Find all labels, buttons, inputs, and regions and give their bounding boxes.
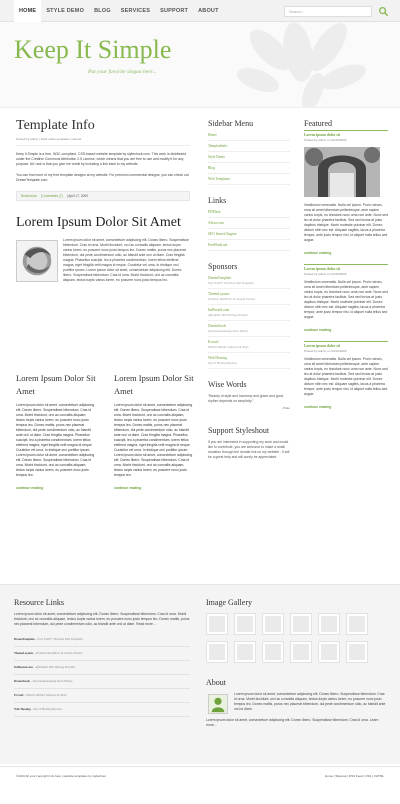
about-body [206,692,386,712]
sponsor-name[interactable]: Web Hosting [208,355,227,360]
link-item[interactable]: PDFlash [208,207,290,218]
page-footer [0,766,400,784]
copyright-text: ©2010 All your copyright info here | website templates by styleshout [16,774,106,778]
post-footer-bar: Read more | Comments (7) | April 17, 2009 [16,191,190,201]
gallery-about-section [206,597,386,728]
gallery-thumbnail[interactable] [290,613,312,635]
continue-reading-link[interactable]: continue reading [304,328,332,332]
featured-item-meta: Posted by admin on 04/10/2009 [304,272,347,276]
comments-link[interactable]: Comments (7) [42,194,63,198]
sponsor-name[interactable]: DreamTemplate [208,275,232,280]
resource-item[interactable] [14,647,190,661]
gallery-thumbnail[interactable] [262,641,284,663]
sidebar-item-home[interactable]: Home [208,130,290,141]
link-item[interactable]: SEO Search Engine [208,229,290,240]
sponsor-desc: Affordable Web Hosting Provider [208,312,249,317]
post-date: April 17, 2009 [68,194,88,198]
article-body [16,238,190,283]
sponsor-item[interactable] [208,273,290,289]
resource-name[interactable]: Web Hosting [14,707,31,711]
gallery-thumbnail[interactable] [234,641,256,663]
avatar-icon [208,694,228,714]
sponsor-desc: Download Amazing Stock Photos [208,328,249,333]
gallery-thumbnail[interactable] [234,613,256,635]
resource-desc: - Over 6,000+ Premium Web Templates [35,637,83,641]
sponsor-desc: Top 10 Hosting Reviews [208,360,237,365]
gallery-thumbnail[interactable] [318,641,340,663]
main-content [16,118,190,285]
gallery-thumbnail[interactable] [346,641,368,663]
featured-item-meta: Posted by admin on 04/10/2009 [304,349,347,353]
sidebar-menu-title: Sidebar Menu [208,119,254,128]
about-title: About [206,678,226,687]
featured-item [304,264,388,333]
continue-reading-link[interactable]: continue reading [304,405,332,409]
post-paragraph: You can find more of my free template designs at my website. For premium commercial designs, you can check out DreamTemplate.com. [16,173,189,182]
sponsor-item[interactable] [208,289,290,305]
links-list [208,207,290,251]
featured-item-text: Vestibulum venenatis. Nulla vel ipsum. Proin rutrum, urna sit amet bibendum pellentesque, ante sapien varius turpis, eu tincidunt nunc urna non ante. Nunc sed leo at dolor pharetra facilisis. Sed sed lectus at justo dapibus tristique. Morbi molestie pulvinar elit. Donec dictum nibh nec est. Aliquam sagittis, lacus a pharetra tempor, ante justo tempor nisi, id aliquet nulla tellus sed augue. [304,203,388,242]
featured-item-meta: Posted by admin on 04/10/2009 [304,138,347,142]
sponsor-desc: Over 6,000+ Premium Web Templates [208,280,254,285]
search-icon[interactable] [378,6,389,17]
featured-column [304,118,388,418]
footer-links[interactable]: Home | Sitemap | RSS Feed | CSS | XHTML [325,774,384,778]
arch-photo-image [304,147,380,197]
nav-home[interactable]: HOME [14,0,41,22]
nav-services[interactable]: SERVICES [120,8,151,14]
sidebar-item-blog[interactable]: Blog [208,163,290,174]
resource-item[interactable] [14,633,190,647]
post-paragraph: Keep It Simple is a free, W3C-compliant, CSS-based website template by styleshout.com. This work is distributed under the Creative Commons Attribution 2.5 License, which means that you are free to use and modify it for any purpose. All i ask is that you give me credit by including a link back to my website. [16,152,187,166]
featured-item [304,341,388,410]
featured-item-text: Vestibulum venenatis. Nulla vel ipsum. Proin rutrum, urna sit amet bibendum pellentesque, ante sapien varius turpis, eu tincidunt nunc urna non ante. Nunc sed leo at dolor pharetra facilisis. Sed sed lectus at justo dapibus tristique. Morbi molestie pulvinar elit. Donec dictum nibh nec est. Aliquam sagittis, lacus a pharetra tempor, ante justo tempor nisi, id aliquet nulla tellus sed augue. [304,357,388,396]
resource-name[interactable]: DreamStock [14,679,30,683]
nav-support[interactable]: SUPPORT [160,8,189,14]
site-logo[interactable]: Keep It Simple [14,35,172,64]
sidebar-item-style-demo[interactable]: Style Demo [208,152,290,163]
resource-name[interactable]: DreamTemplate [14,637,35,641]
quote-author: - Plato [281,406,290,410]
image-gallery [206,613,386,663]
quote-text: "Beauty of style and harmony and grace and good rhythm depends on simplicity." [208,394,284,403]
gallery-thumbnail[interactable] [318,613,340,635]
resource-desc: - Website Builder Software & Tools [24,693,67,697]
featured-item-title[interactable]: Lorem ipsum dolor sit [304,267,341,271]
column-text: Lorem ipsum dolor sit amet, consectetuer adipiscing elit. Donec libero. Suspendisse bibendum. Cras id urna. Morbi tincidunt, orci ac convallis aliquam, lectus turpis varius lorem, eu posuere nunc justo tempus leo. Donec mattis, purus nec placerat bibendum, dui pede condimentum odio, ac blandit ante orci ut diam. Cras fringilla magna. Phasellus suscipit, leo a pharetra condimentum, lorem tellus eleifend magna, eget fringilla velit magna id neque. Curabitur vel urna. In tristique orci porttitor ipsum. Lorem ipsum dolor sit amet, consectetuer adipiscing elit. Donec libero. Suspendisse bibendum. Cras id urna. Morbi tincidunt, orci ac convallis aliquam, lectus turpis varius lorem, eu posuere nunc justo tempus leo. [114,403,193,477]
image-gallery-title: Image Gallery [206,598,252,607]
featured-item-title[interactable]: Lorem ipsum dolor sit [304,133,341,137]
gallery-thumbnail[interactable] [290,641,312,663]
support-text: If you are interested in supporting my work and would like to contribute, you are welcome to make a small donation through the donate link on my website - it will be a great help and will surely be appreciated. [208,440,290,459]
link-item[interactable]: Alexa.com [208,218,290,229]
resource-name[interactable]: ThemeLayouts [14,651,34,655]
resource-item[interactable] [14,689,190,703]
gallery-thumbnail[interactable] [206,613,228,635]
resource-name[interactable]: ImHosted.com [14,665,33,669]
sidebar-item-templateinfo[interactable]: TemplateInfo [208,141,290,152]
column-title: Lorem Ipsum Dolor Sit Amet [114,373,194,396]
nav-blog[interactable]: BLOG [94,8,111,14]
resource-links-section [14,597,190,717]
resource-desc: - Top 10 Hosting Reviews [31,707,63,711]
footer-widgets [0,584,400,764]
sponsor-name[interactable]: DreamStock [208,323,226,328]
sponsor-desc: Website Builder Software & Tools [208,344,249,349]
resource-item[interactable] [14,703,190,717]
leaf-decoration-icon [218,22,378,108]
section-title: Lorem Ipsum Dolor Sit Amet [16,215,181,230]
article-text: Lorem ipsum dolor sit amet, consectetuer adipiscing elit. Donec libero. Suspendisse bibendum. Cras id urna. Morbi tincidunt, orci ac convallis aliquam, lectus turpis varius lorem, eu posuere nunc justo tempus leo. Donec mattis, purus nec placerat bibendum, dui pede condimentum odio, ac blandit ante orci ut diam. Cras fringilla magna. Phasellus suscipit, leo a pharetra condimentum, lorem tellus eleifend magna, eget fringilla velit magna id neque. Curabitur vel urna. In tristique orci porttitor ipsum. Lorem ipsum dolor sit amet, consectetuer adipiscing elit. Donec libero. Suspendisse bibendum. Cras id urna. Morbi tincidunt, orci ac convallis aliquam, lectus turpis varius lorem, eu posuere nunc justo tempus leo. [63,238,189,282]
sidebar [208,118,290,460]
about-text: Lorem ipsum dolor sit amet, consectetuer adipiscing elit. Donec libero. Suspendisse bibendum. Cras id urna. Morbi tincidunt, orci ac convallis aliquam, lectus turpis varius lorem, eu posuere nunc justo tempus leo. Donec mattis, purus nec placerat bibendum, dui pede condimentum odio, ac blandit ante orci ut diam. [234,692,386,711]
site-tagline: Put your favorite slogan here... [88,69,157,75]
resource-desc: - Affordable Web Hosting Provider [33,665,76,669]
post-meta: Posted by admin | Filed under templates, internet [16,137,190,146]
sponsor-item[interactable] [208,337,290,353]
sponsor-name[interactable]: ImHosted.com [208,307,230,312]
firefox-logo-icon [16,240,58,282]
sponsor-desc: Premium WordPress & Joomla Themes [208,296,256,301]
nav-about[interactable]: ABOUT [198,8,219,14]
gallery-thumbnail[interactable] [206,641,228,663]
continue-reading-link[interactable]: continue reading [16,486,44,490]
resource-text: Lorem ipsum dolor sit amet, consectetuer adipiscing elit. Donec libero. Suspendisse bibendum. Cras id urna. Morbi tincidunt, orci ac convallis aliquam, lectus turpis varius lorem, eu posuere nunc justo tempus leo. Donec mattis, purus nec placerat bibendum, dui pede condimentum odio, ac blandit ante orci ut diam. Read more... [14,612,190,626]
continue-reading-link[interactable]: continue reading [304,251,332,255]
featured-item-title[interactable]: Lorem ipsum dolor sit [304,344,341,348]
resource-desc: - Premium WordPress & Joomla Themes [33,651,83,655]
read-more-link[interactable]: Read more [21,194,37,198]
featured-title: Featured [304,119,332,128]
resource-item[interactable] [14,675,190,689]
nav-style-demo[interactable]: STYLE DEMO [46,8,85,14]
featured-item-text: Vestibulum venenatis. Nulla vel ipsum. Proin rutrum, urna sit amet bibendum pellentesque, ante sapien varius turpis, eu tincidunt nunc urna non ante. Nunc sed leo at dolor pharetra facilisis. Sed sed lectus at justo dapibus tristique. Morbi molestie pulvinar elit. Donec dictum nibh nec est. Aliquam sagittis, lacus a pharetra tempor, ante justo tempor nisi, id aliquet nulla tellus sed augue. [304,280,388,319]
sidebar-menu [208,130,290,185]
resource-list [14,633,190,717]
column-title: Lorem Ipsum Dolor Sit Amet [16,373,96,396]
top-nav [0,0,400,22]
about-text-2: Lorem ipsum dolor sit amet, consectetuer adipiscing elit. Donec libero. Suspendisse bibendum. Cras id urna. Learn more... [206,718,379,727]
continue-reading-link[interactable]: continue reading [114,486,142,490]
resource-item[interactable] [14,661,190,675]
gallery-thumbnail[interactable] [262,613,284,635]
resource-name[interactable]: Evrsoft [14,693,24,697]
site-header [0,22,400,108]
column-post [16,372,96,491]
sponsors-list [208,273,290,369]
column-post [114,372,194,491]
featured-item [304,130,388,256]
gallery-thumbnail[interactable] [346,613,368,635]
sponsor-item[interactable] [208,305,290,321]
column-text: Lorem ipsum dolor sit amet, consectetuer adipiscing elit. Donec libero. Suspendisse bibendum. Cras id urna. Morbi tincidunt, orci ac convallis aliquam, lectus turpis varius lorem, eu posuere nunc justo tempus leo. Donec mattis, purus nec placerat bibendum, dui pede condimentum odio, ac blandit ante orci ut diam. Cras fringilla magna. Phasellus suscipit, leo a pharetra condimentum, lorem tellus eleifend magna, eget fringilla velit magna id neque. Curabitur vel urna. In tristique orci porttitor ipsum. Lorem ipsum dolor sit amet, consectetuer adipiscing elit. Donec libero. Suspendisse bibendum. Cras id urna. Morbi tincidunt, orci ac convallis aliquam, lectus turpis varius lorem, eu posuere nunc justo tempus leo. [16,403,95,477]
sponsors-title: Sponsors [208,262,238,271]
sponsor-item[interactable] [208,321,290,337]
link-item[interactable]: FreeFlash.net [208,240,290,251]
links-title: Links [208,196,227,205]
search-input[interactable]: Search... [284,6,372,17]
sponsor-item[interactable] [208,353,290,369]
post-title[interactable]: Template Info [16,118,95,133]
sidebar-item-web-templates[interactable]: Web Templates [208,174,290,185]
sponsor-name[interactable]: Evrsoft [208,339,219,344]
resource-desc: - Download Amazing Stock Photos [30,679,73,683]
support-title: Support Styleshout [208,426,270,435]
sponsor-name[interactable]: ThemeLayouts [208,291,230,296]
wise-words-title: Wise Words [208,380,247,389]
resource-links-title: Resource Links [14,598,64,607]
